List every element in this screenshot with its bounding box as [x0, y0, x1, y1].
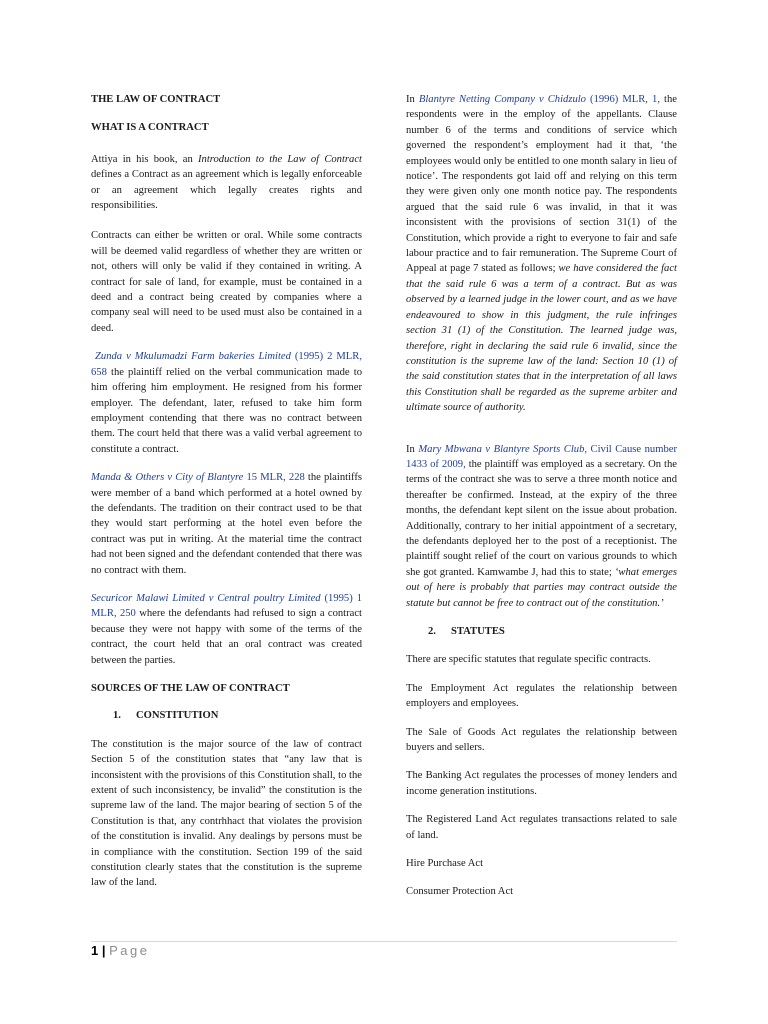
paragraph-case-securicor: Securicor Malawi Limited v Central poultry Limited (1995) 1 MLR, 250 where the defendants had refused to sign a contract because they were not happy with some of the terms of the contract, the court held that an oral contract was created between the parties.: [91, 592, 362, 666]
page-label: Page: [109, 943, 150, 958]
paragraph-definition: Attiya in his book, an Introduction to the Law of Contract defines a Contract as an agreement which is legally enforceable or an agreement which legally creates rights and responsibilities.: [91, 153, 362, 212]
case-name-securicor[interactable]: Securicor Malawi Limited v Central poultry Limited: [91, 592, 321, 604]
section-heading-what-is-a-contract: WHAT IS A CONTRACT: [91, 122, 209, 134]
court-quote: we have considered the fact that the said rule 6 was a term of a contract. But as was observed by a learned judge in the lower court, and as we have endeavoured to show in this judgment, the rule infringes section 31 (1) of the Constitution. The learned judge was, therefore, right in declaring the said rule 6 invalid, since the constitution is the supreme law of the land: Section 10 (1) of the said constitution states that in the interpretation of all laws this Constitution shall be regarded as the supreme arbiter and ultimate source of authority.: [406, 263, 677, 414]
page-footer: [91, 943, 149, 958]
subsection-heading-statutes: 2. STATUTES: [428, 626, 505, 637]
case-citation-securicor[interactable]: (1995) 1 MLR, 250: [91, 592, 362, 620]
subsection-heading-constitution: 1. CONSTITUTION: [113, 710, 219, 722]
right-column: [406, 92, 677, 913]
paragraph-employment-act: The Employment Act regulates the relationship between employers and employees.: [406, 682, 677, 710]
case-citation-zunda[interactable]: (1995) 2 MLR, 658: [91, 351, 362, 378]
footer-divider: [91, 941, 677, 942]
paragraph-case-mbwana: In Mary Mbwana v Blantyre Sports Club, Civil Cause number 1433 of 2009, the plaintiff was employed as a secretary. On the terms of the contract she was to serve a three month notice and thereafter be confirmed. Instead, at the expiry of the three months, the defendant kept silent on the issue about probation. Additionally, contrary to her initial appointment of a secretary, the defendants deployed her to the post of a receptionist. The plaintiff sought relief of the court on various grounds to which she got granted. Kamwambe J, had this to state; ‘what emerges out of here is probably that parties may contract outside the statute but cannot be free to contract out of the constitution.’: [406, 443, 677, 609]
paragraph-sale-of-goods-act: The Sale of Goods Act regulates the relationship between buyers and sellers.: [406, 726, 677, 754]
case-citation-manda[interactable]: 15 MLR, 228: [243, 472, 305, 484]
paragraph-banking-act: The Banking Act regulates the processes of money lenders and income generation institutions.: [406, 770, 677, 797]
paragraph-case-manda: Manda & Others v City of Blantyre 15 MLR, 228 the plaintiffs were member of a band which performed at a hotel owned by the defendants. The tradition on their contract used to be that they would start performing at the hotel even before the contract was put in writing. At the material time the contract had not been signed and the defendant contended that there was no contract with them.: [91, 472, 362, 576]
case-name-mbwana[interactable]: Mary Mbwana v Blantyre Sports Club,: [418, 443, 588, 455]
paragraph-constitution: The constitution is the major source of the law of contract Section 5 of the constitution states that “any law that is inconsistent with the provisions of this Constitution shall, to the extent of such inconsistency, be invalid” the constitution is the supreme law of the land. The major bearing of section 5 of the Constitution is that, any contrhhact that violates the provision of the constitution is invalid. Any dealings by persons must be in compliance with the constitution. Section 199 of the said constitution clearly states that the constitution is the supreme law of the land.: [91, 738, 362, 889]
paragraph-statutes-intro: There are specific statutes that regulate specific contracts.: [406, 654, 651, 666]
case-name-blantyre-netting[interactable]: Blantyre Netting Company v Chidzulo: [418, 94, 586, 105]
case-name-zunda[interactable]: Zunda v Mkulumadzi Farm bakeries Limited: [95, 351, 291, 363]
case-citation-blantyre-netting[interactable]: (1996) MLR, 1,: [585, 94, 660, 105]
page-separator: |: [98, 943, 110, 958]
paragraph-case-blantyre-netting: In Blantyre Netting Company v Chidzulo (1996) MLR, 1, the respondents were in the employ of the appellants. Clause number 6 of the terms and conditions of service which governed the respondent’s employment had it that, ‘the employees would only be entitled to one month salary in lieu of notice’. The respondents got laid off and relying on this term they were given only one month notice pay. The respondents argued that the said rule 6 was invalid, in that it was inconsistent with the provisions of section 31(1) of the Constitution, which provide a right to everyone to fair and safe labour practice and to fair remuneration. The Supreme Court of Appeal at page 7 stated as follows; we have considered the fact that the said rule 6 was a term of a contract. But as was observed by a learned judge in the lower court, and as we have endeavoured to show in this judgment, the rule infringes section 31 (1) of the Constitution. The learned judge was, therefore, right in declaring the said rule 6 invalid, since the constitution is the supreme law of the land: Section 10 (1) of the said constitution states that in the interpretation of all laws this Constitution shall be regarded as the supreme arbiter and ultimate source of authority.: [406, 94, 677, 414]
judge-quote: ‘what emerges out of here is probably that parties may contract outside the statute but cannot be free to contract out of the constitution.’: [406, 566, 677, 609]
paragraph-consumer-protection-act: Consumer Protection Act: [406, 886, 514, 898]
paragraph-registered-land-act: The Registered Land Act regulates transactions related to sale of land.: [406, 814, 677, 841]
case-citation-mbwana[interactable]: Civil Cause number 1433 of 2009,: [406, 443, 677, 470]
paragraph-written-or-oral: Contracts can either be written or oral. While some contracts will be deemed valid regardless of whether they are written or not, others will only be valid if they contained in writing. A contract for sale of land, for example, must be contained in a deed and a contract being created by companies where a company seal will need to be used must also be contained in a deed.: [91, 230, 362, 334]
book-title: Introduction to the Law of Contract: [198, 153, 362, 165]
case-name-manda[interactable]: Manda & Others v City of Blantyre: [91, 472, 244, 484]
paragraph-hire-purchase-act: Hire Purchase Act: [406, 858, 484, 870]
document-title: THE LAW OF CONTRACT: [91, 94, 221, 105]
paragraph-case-zunda: Zunda v Mkulumadzi Farm bakeries Limited (1995) 2 MLR, 658 the plaintiff relied on the verbal communication made to him offering him employment. He resigned from his former employer. The defendant, later, refused to take him form employment contending that there was no contract between them. The court held that there was a valid verbal agreement to constitute a contract.: [91, 351, 362, 455]
page-number: 1: [91, 943, 99, 958]
left-column: [91, 92, 362, 904]
section-heading-sources: SOURCES OF THE LAW OF CONTRACT: [91, 683, 290, 694]
